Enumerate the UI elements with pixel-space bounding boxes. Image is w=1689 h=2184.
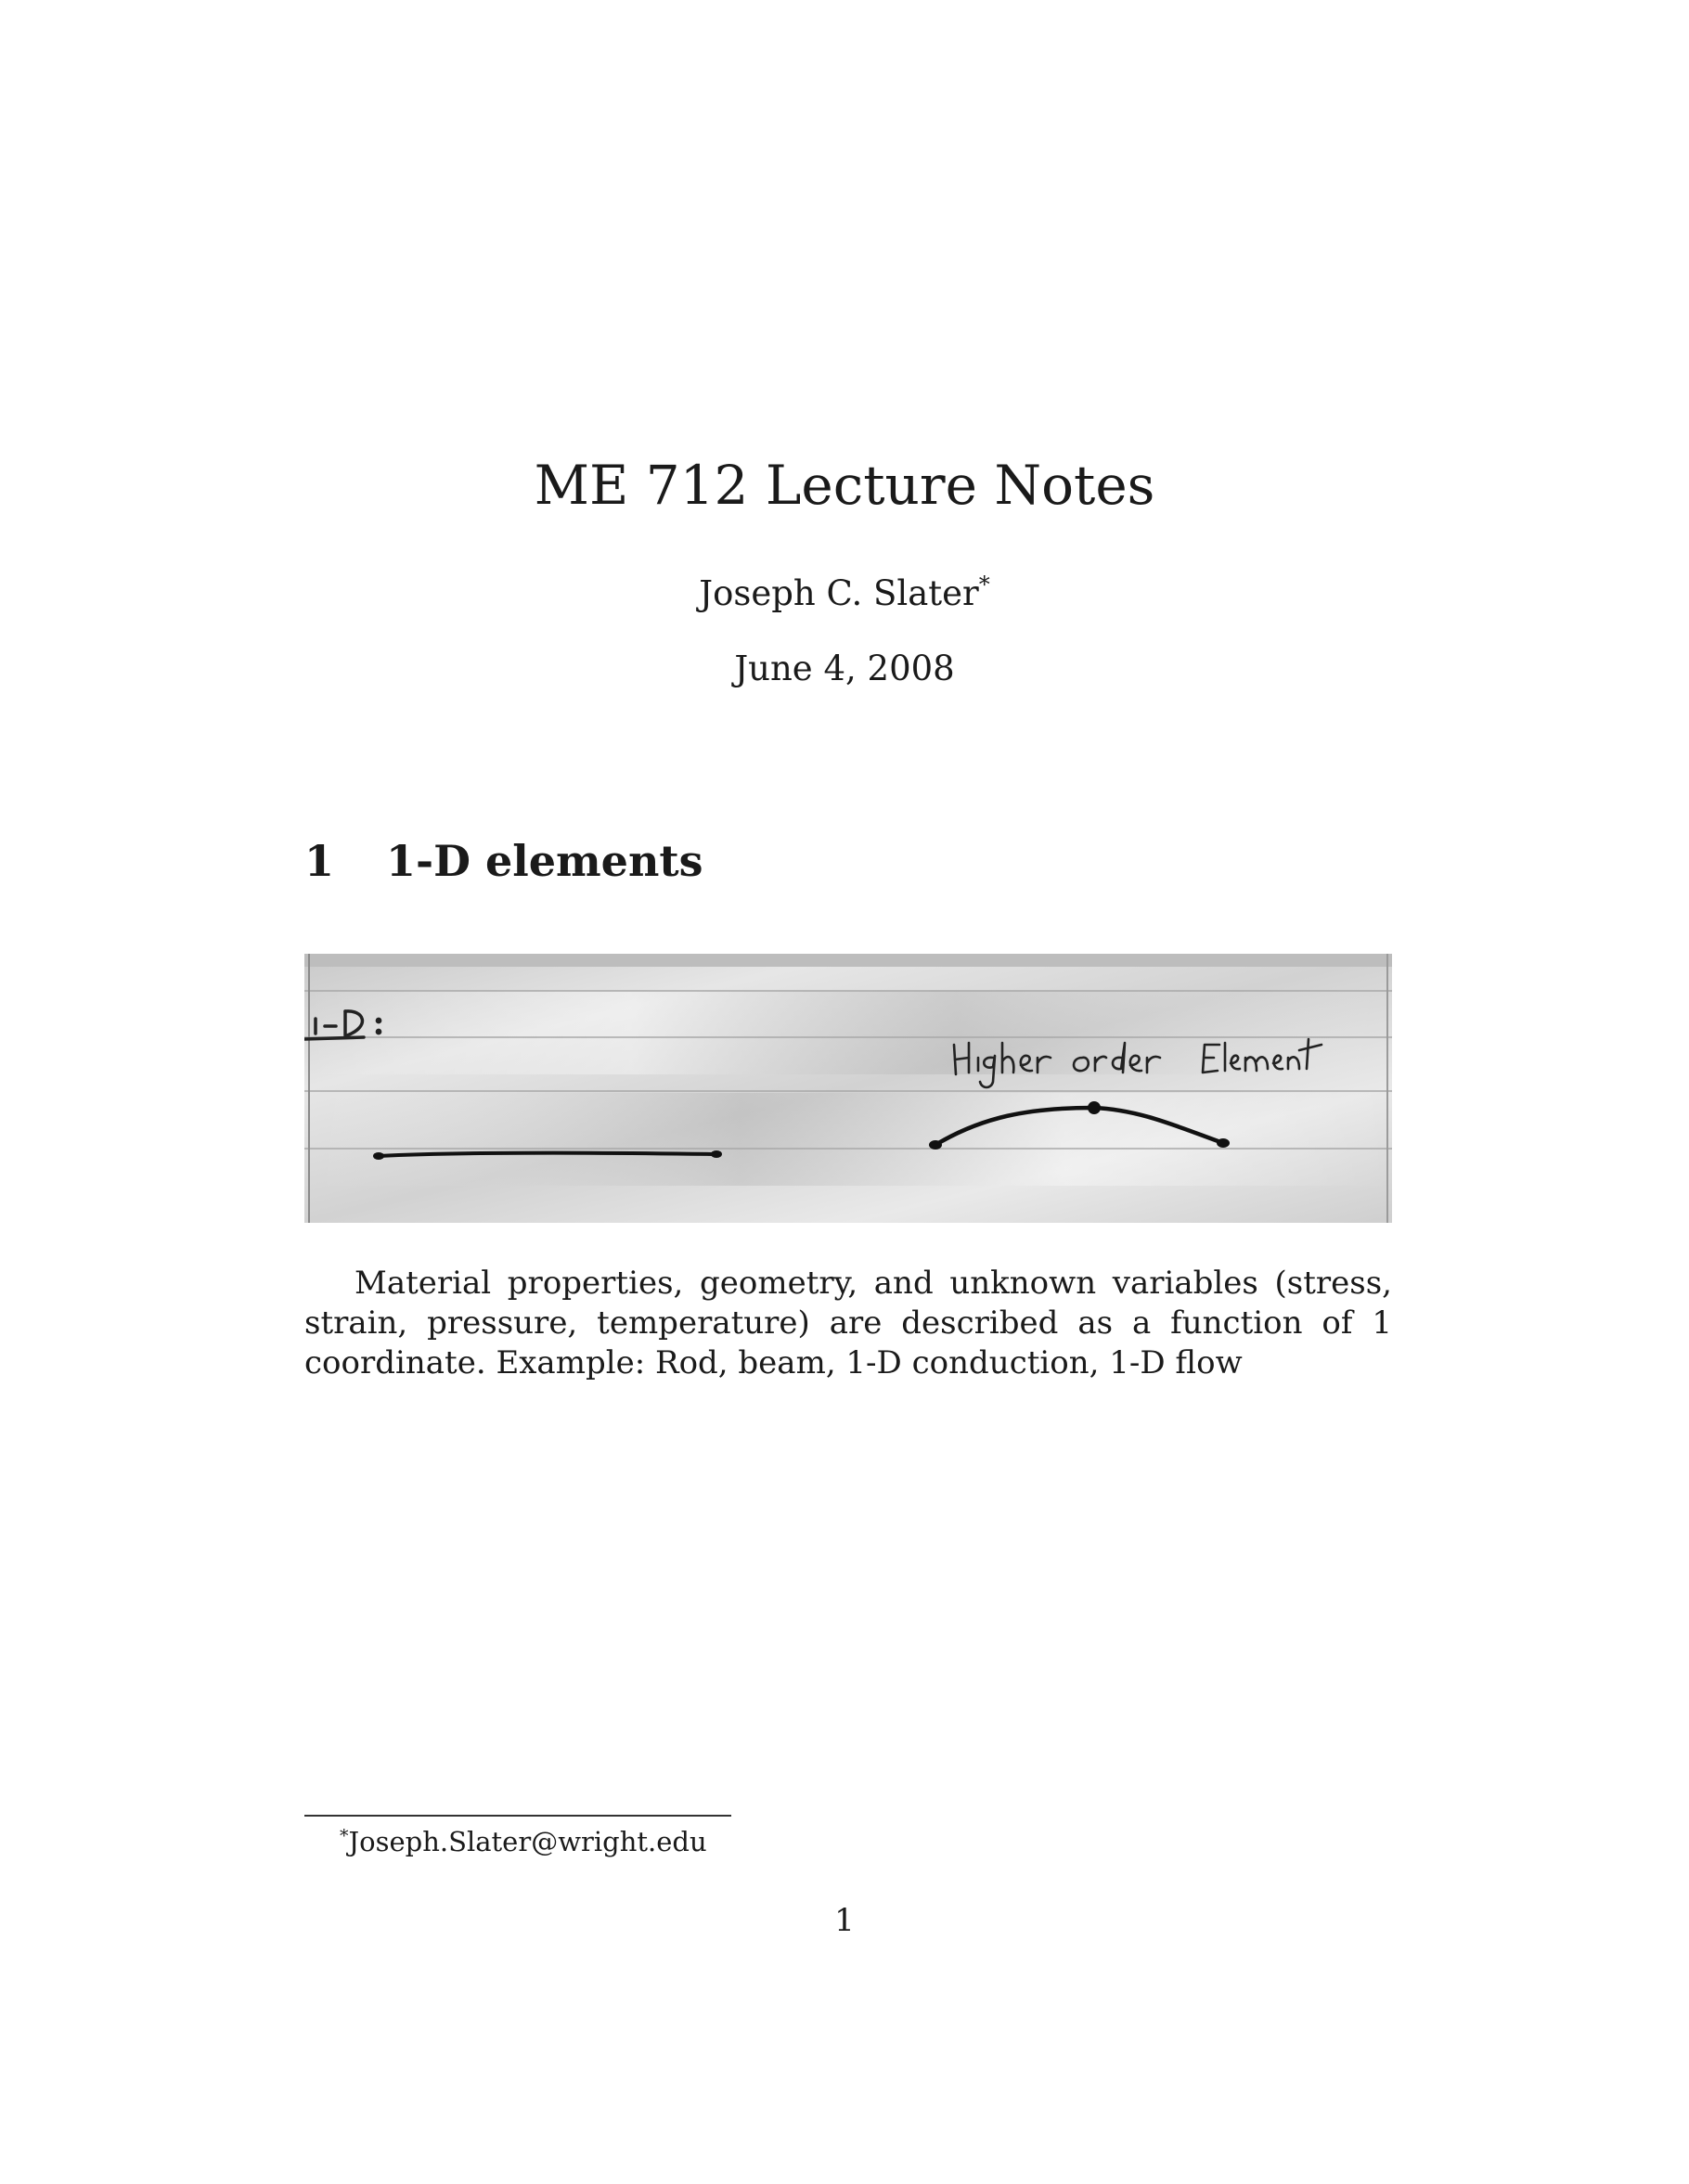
author-name: Joseph C. Slater bbox=[699, 573, 979, 613]
footnote-rule bbox=[304, 1815, 731, 1817]
document-title: ME 712 Lecture Notes bbox=[534, 454, 1155, 517]
document-date: June 4, 2008 bbox=[734, 649, 955, 688]
higher-order-node-right bbox=[1217, 1138, 1230, 1148]
footnote-marker: * bbox=[340, 1826, 349, 1846]
footnote bbox=[340, 1826, 707, 1858]
author-line bbox=[0, 572, 1689, 613]
section-heading bbox=[304, 836, 703, 886]
linear-element-node-left bbox=[373, 1152, 384, 1160]
higher-order-node-middle bbox=[1088, 1101, 1101, 1114]
page-number: 1 bbox=[834, 1902, 855, 1939]
section-number: 1 bbox=[304, 836, 335, 886]
linear-element-node-right bbox=[711, 1150, 722, 1158]
higher-order-node-left bbox=[929, 1140, 942, 1150]
section-title: 1-D elements bbox=[386, 836, 703, 886]
footnote-email: Joseph.Slater@wright.edu bbox=[348, 1826, 707, 1857]
body-paragraph: Material properties, geometry, and unknown variables (stress, strain, pressure, temperature) are described as a function of 1 coordinate. Example: Rod, beam, 1-D conduction, 1-D flow bbox=[304, 1265, 1392, 1381]
author-footnote-marker: * bbox=[978, 572, 990, 597]
handwritten-figure bbox=[304, 954, 1392, 1223]
